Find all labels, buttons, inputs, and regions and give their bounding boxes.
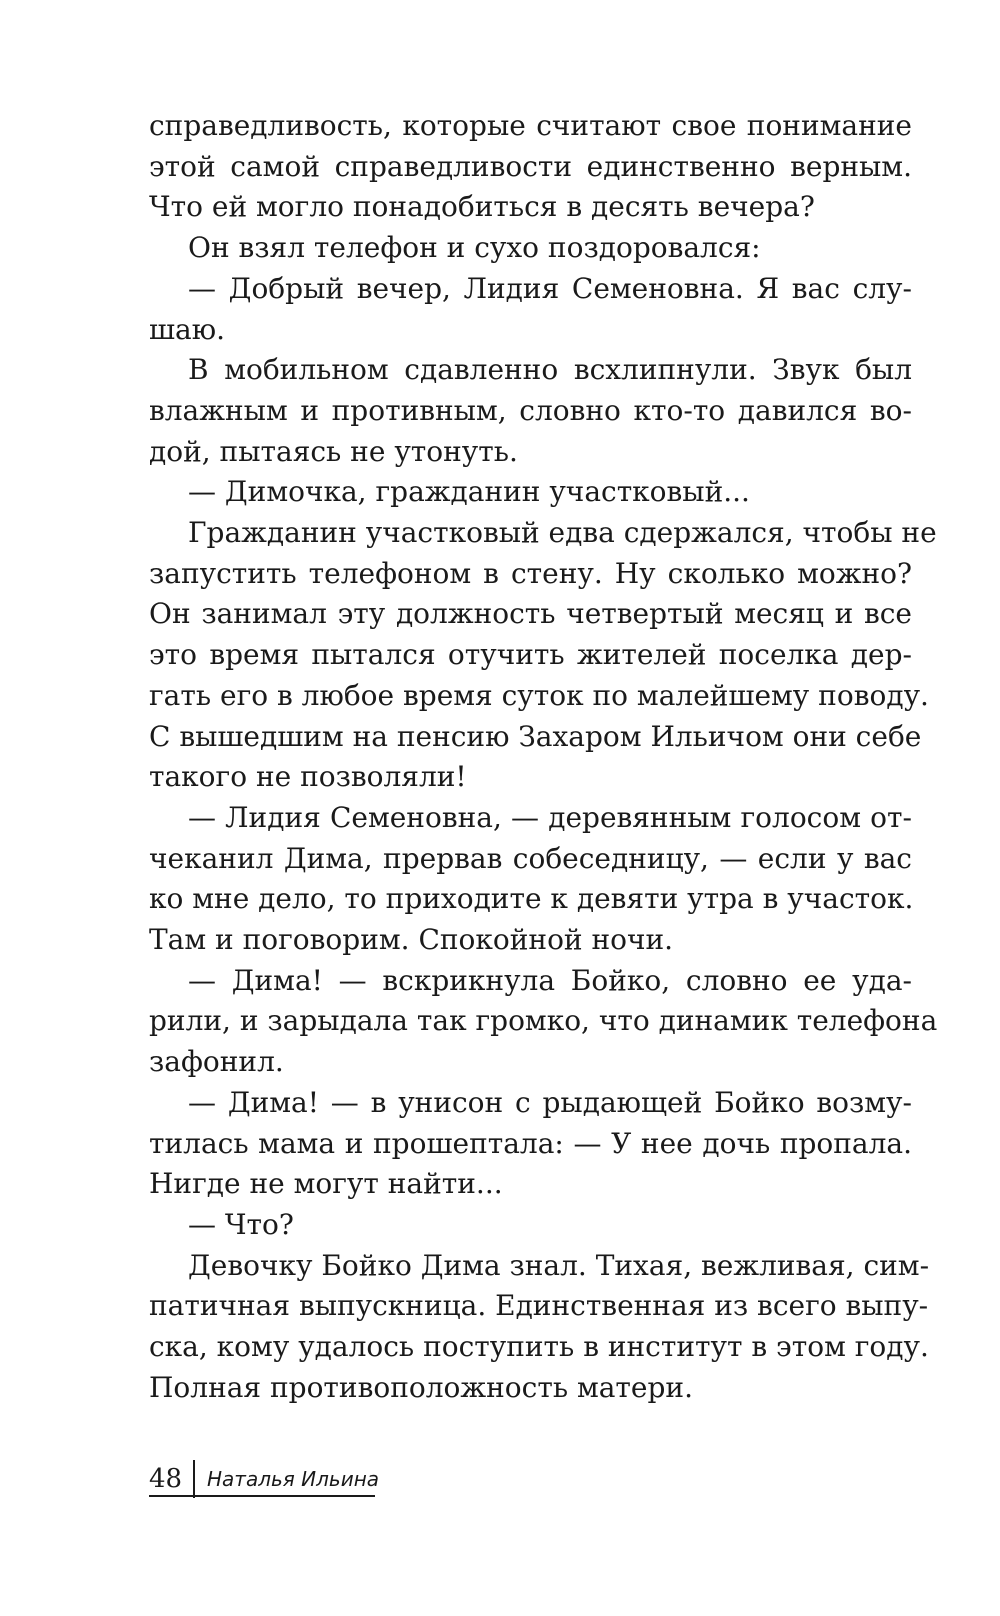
text-line: В мобильном сдавленно всхлипнули. Звук был: [188, 353, 912, 387]
text-line: Нигде не могут найти...: [149, 1167, 503, 1201]
running-author-name: Наталья Ильина: [207, 1467, 380, 1491]
text-line: Девочку Бойко Дима знал. Тихая, вежливая, сим-: [188, 1248, 930, 1282]
text-line: шаю.: [149, 312, 226, 346]
text-line: ска, кому удалось поступить в институт в этом году.: [149, 1330, 929, 1364]
footer-divider: [193, 1460, 195, 1498]
text-line: Что ей могло понадобиться в десять вечера?: [149, 190, 815, 224]
text-line: Он занимал эту должность четвертый месяц и все: [149, 597, 912, 631]
text-line: этой самой справедливости единственно верным.: [149, 149, 912, 183]
text-line: рили, и зарыдала так громко, что динамик телефона: [149, 1004, 938, 1038]
text-line: — Дима! — в унисон с рыдающей Бойко возму-: [188, 1085, 912, 1119]
text-line: влажным и противным, словно кто-то давился во-: [149, 393, 912, 427]
text-line: Гражданин участковый едва сдержался, чтобы не: [188, 516, 937, 550]
text-line: зафонил.: [149, 1045, 284, 1079]
text-line: — Дима! — вскрикнула Бойко, словно ее уда-: [188, 963, 912, 997]
page-footer: [149, 1459, 379, 1499]
text-line: запустить телефоном в стену. Ну сколько можно?: [149, 556, 912, 590]
text-line: такого не позволяли!: [149, 760, 467, 794]
text-line: Там и поговорим. Спокойной ночи.: [149, 923, 674, 957]
text-line: С вышедшим на пенсию Захаром Ильичом они себе: [149, 719, 922, 753]
text-line: гать его в любое время суток по малейшему поводу.: [149, 678, 929, 712]
text-line: справедливость, которые считают свое понимание: [149, 109, 912, 142]
text-line: патичная выпускница. Единственная из всего выпу-: [149, 1289, 929, 1323]
text-line: ко мне дело, то приходите к девяти утра в участок.: [149, 882, 914, 916]
page-body-text: [149, 106, 938, 1409]
footer-underline: [149, 1495, 375, 1497]
text-line: — Что?: [188, 1207, 294, 1241]
text-line: — Добрый вечер, Лидия Семеновна. Я вас слу-: [188, 271, 912, 305]
text-line: тилась мама и прошептала: — У нее дочь пропала.: [149, 1126, 912, 1160]
text-line: Он взял телефон и сухо поздоровался:: [188, 231, 761, 265]
text-line: дой, пытаясь не утонуть.: [149, 434, 518, 468]
text-line: — Димочка, гражданин участковый...: [188, 475, 750, 509]
text-line: это время пытался отучить жителей поселка дер-: [149, 638, 912, 672]
page-number: 48: [149, 1464, 183, 1494]
text-line: Полная противоположность матери.: [149, 1370, 693, 1404]
text-line: — Лидия Семеновна, — деревянным голосом от-: [188, 800, 912, 834]
text-line: чеканил Дима, прервав собеседницу, — если у вас: [149, 841, 912, 875]
